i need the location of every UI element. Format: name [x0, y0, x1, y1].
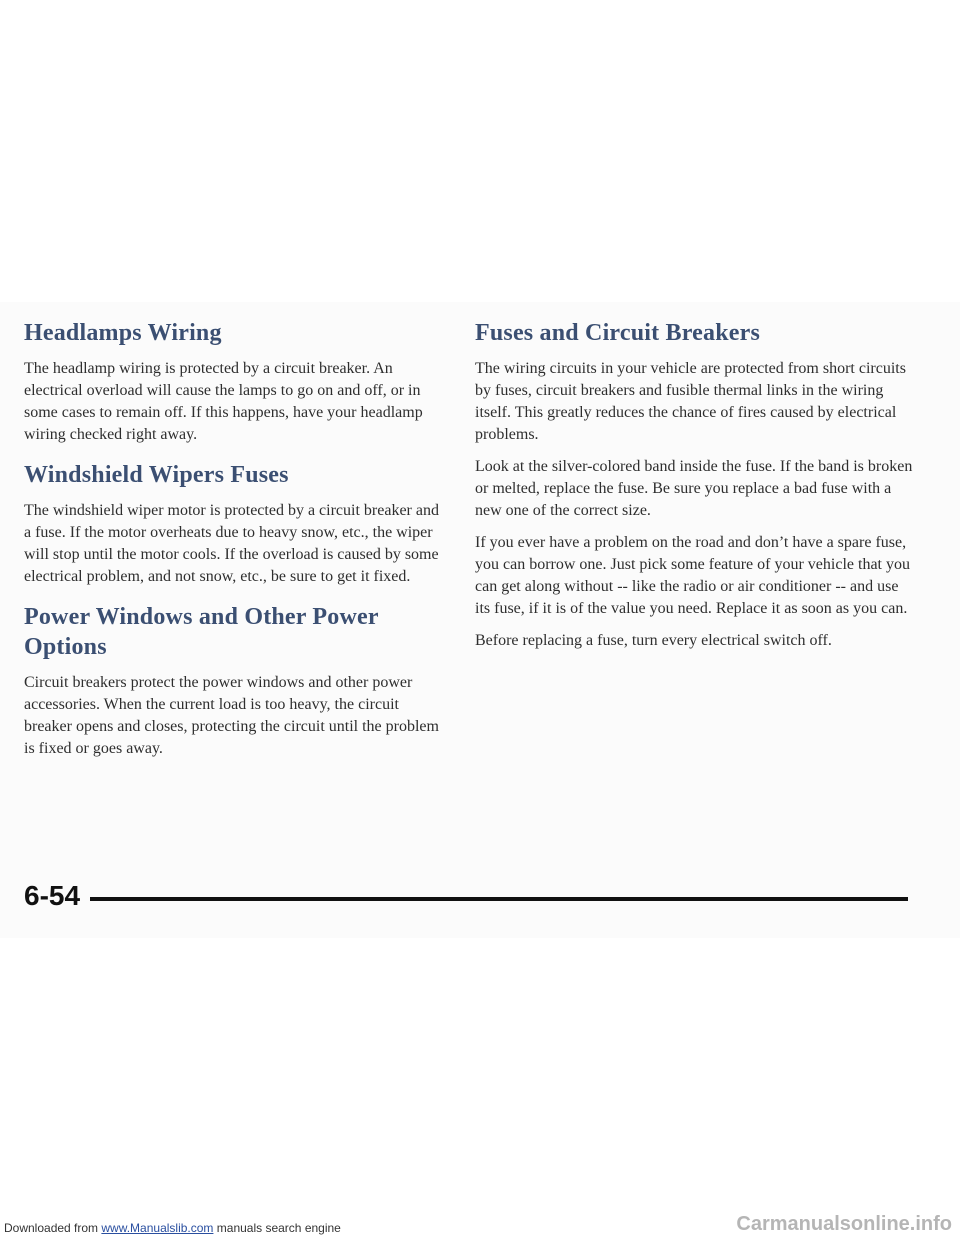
- section-paragraph: The windshield wiper motor is protected by a circuit breaker and a fuse. If the motor overheats due to heavy snow, etc., the wiper will stop until the motor cools. If the overload is caused by some electrical problem, and not snow, etc., be sure to get it fixed.: [24, 502, 439, 585]
- section-paragraph: Before replacing a fuse, turn every electrical switch off.: [475, 632, 832, 649]
- section-heading: Fuses and Circuit Breakers: [475, 320, 760, 346]
- watermark-logo: Carmanualsonline.info: [736, 1213, 952, 1235]
- section-paragraph: If you ever have a problem on the road and don’t have a spare fuse, you can borrow one. Just pick some feature of your vehicle that you can get along without -- like the radio or air conditioner -- and use its fuse, if it is of the value you need. Replace it as soon as you can.: [475, 534, 910, 617]
- right-column: [475, 318, 915, 666]
- footer-rule: [90, 897, 908, 901]
- page-number: 6-54: [24, 880, 81, 911]
- download-suffix: manuals search engine: [213, 1221, 341, 1235]
- section-paragraph: Circuit breakers protect the power windows and other power accessories. When the current load is too heavy, the circuit breaker opens and closes, protecting the circuit until the problem is fixed or goes away.: [24, 674, 439, 757]
- section-heading: Power Windows and Other Power Options: [24, 604, 379, 660]
- section-paragraph: Look at the silver-colored band inside the fuse. If the band is broken or melted, replace the fuse. Be sure you replace a bad fuse with a new one of the correct size.: [475, 458, 913, 519]
- download-notice: [4, 1220, 341, 1236]
- section-power-windows: [24, 602, 446, 760]
- download-prefix: Downloaded from: [4, 1221, 102, 1235]
- section-paragraph: The wiring circuits in your vehicle are protected from short circuits by fuses, circuit breakers and fusible thermal links in the wiring itself. This greatly reduces the chance of fires caused by electrical problems.: [475, 360, 906, 443]
- section-headlamps-wiring: [24, 318, 446, 446]
- left-column: [24, 318, 446, 774]
- section-paragraph: The headlamp wiring is protected by a circuit breaker. An electrical overload will cause the lamps to go on and off, or in some cases to remain off. If this happens, have your headlamp wiring checked right away.: [24, 360, 423, 443]
- section-windshield-wipers-fuses: [24, 460, 446, 588]
- section-heading: Windshield Wipers Fuses: [24, 462, 289, 488]
- manualslib-link[interactable]: www.Manualslib.com: [101, 1221, 214, 1235]
- section-heading: Headlamps Wiring: [24, 320, 222, 346]
- section-fuses-and-circuit-breakers: [475, 318, 915, 652]
